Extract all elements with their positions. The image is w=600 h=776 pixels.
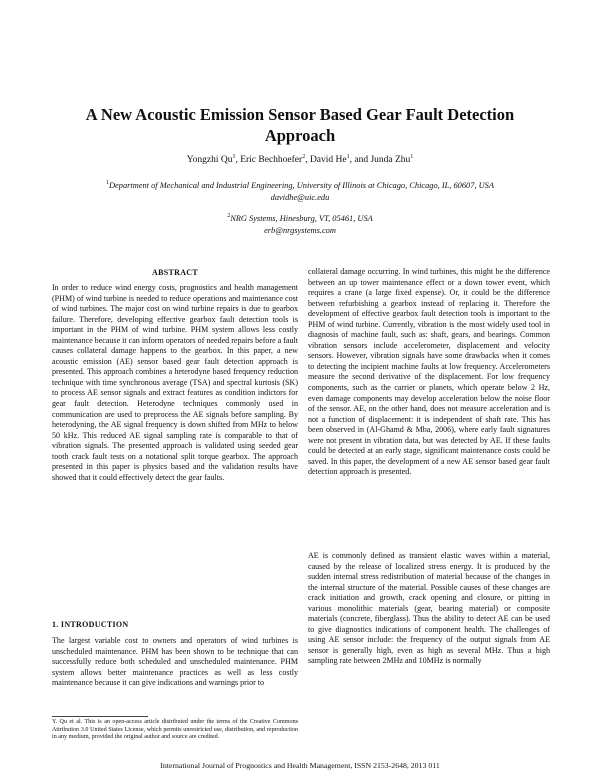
introduction-paragraph: The largest variable cost to owners and operators of wind turbines is unscheduled maintenance. PHM has been shown to be technique that can successfully reduce both scheduled and unscheduled maintenance. PHM system allows better maintenance practices as well as less costly maintenance because it can give indications and warnings prior to [52, 636, 298, 688]
author-name: , and Junda Zhu [349, 155, 411, 165]
journal-footer: International Journal of Prognostics and Health Management, ISSN 2153-2648, 2013 011 [160, 761, 440, 770]
abstract-paragraph: In order to reduce wind energy costs, prognostics and health management (PHM) of wind turbine is needed to reduce operations and maintenance cost of wind turbines. The major cost on wind turbine repairs is due to gearbox failure. Therefore, developing effective gearbox fault detection tools is important in the PHM of wind turbine. PHM system allows less costly maintenance because it can inform operators of needed repairs before a fault causes collateral damage happens to the gearbox. In this paper, a new acoustic emission (AE) sensor based gear fault detection approach is presented. This approach combines a heterodyne based frequency reduction technique with time synchronous average (TSA) and spectral kurtosis (SK) to process AE sensor signals and extract features as condition indictors for gear fault detection. Heterodyne techniques commonly used in communication are used to preprocess the AE signals before sampling. By heterodyning, the AE signal frequency is down shifted from MHz to below 50 kHz. This reduced AE signal sampling rate is comparable to that of vibration signals. The presented approach is validated using seeded gear tooth crack fault tests on a notational split torque gearbox. The approach presented in this paper is physics based and the validation results have showed that it could effectively detect the gear faults. [52, 283, 298, 482]
abstract-body [52, 283, 298, 483]
paper-title [60, 104, 540, 146]
author-email[interactable]: davidhe@uic.edu [270, 192, 330, 202]
right-column-paragraph-1 [308, 267, 550, 478]
author-affil-mark: 2 [302, 153, 306, 160]
author-affil-mark: 1 [410, 153, 414, 160]
abstract-heading: ABSTRACT [152, 268, 198, 277]
affiliation-text: NRG Systems, Hinesburg, VT, 05461, USA [230, 214, 373, 223]
right-column-paragraph-2 [308, 551, 550, 667]
body-paragraph: AE is commonly defined as transient elastic waves within a material, caused by the release of localized stress energy. It is produced by the sudden internal stress redistribution of material because of the changes in the internal structure of the material. Possible causes of these changes are crack initiation and growth, crack opening and closure, or pitting in various monolithic materials (gear, bearing material) or composite materials (concrete, fiberglass). Thus the ability to detect AE can be used to give diagnostics indications of component health. The challenges of using AE sensor include: the frequency of the output signals from AE sensor is generally high, even as high as several MHz. Thus a high sampling rate between 2MHz and 10MHz is normally [308, 551, 550, 666]
affiliation-text: Department of Mechanical and Industrial Engineering, University of Illinois at Chicago, Chicago, IL, 60607, USA [109, 181, 494, 190]
author-email[interactable]: erb@nrgsystems.com [264, 225, 336, 235]
author-name: , David He [305, 155, 347, 165]
affiliation-mark: 1 [106, 180, 109, 187]
author-affil-mark: 1 [346, 153, 350, 160]
title-line-2: Approach [264, 126, 336, 145]
affiliation-2 [40, 213, 560, 236]
author-affil-mark: 1 [232, 153, 236, 160]
affiliation-1 [40, 180, 560, 203]
body-paragraph: collateral damage occurring. In wind turbines, this might be the difference between an up tower maintenance effect or a down tower event, which requires a crane (a large fixed expense). Or, it could be the difference between refurbishing a gearbox instead of replacing it. Therefore the development of effective gearbox fault detection tools is important to the PHM of wind turbine. Currently, vibration is the most widely used tool in diagnosis of machine fault, such as: shaft, gears, and bearings. Common vibration sensors include accelerometer, displacement and velocity sensors. However, vibration signals have some drawbacks when it comes to detecting the incipient machine faults at low frequency. Accelerometers measure the second derivative of the displacement. For low frequency components, such as the carrier or planets, which operate below 2 Hz, even damage components may develop acceleration below the noise floor of the sensor. AE, on the other hand, does not measure acceleration and is not a function of displacement: it is independent of shaft rate. This has been observed in (Al-Ghamd & Mba, 2006), where early fault signatures were not present in vibration data, but was detected by AE. If these faults could be detected at an early stage, significant maintenance costs could be saved. In this paper, the development of a new AE sensor based gear fault detection approach is presented. [308, 267, 550, 477]
introduction-heading: 1. INTRODUCTION [52, 620, 129, 629]
author-list [60, 155, 540, 165]
title-line-1: A New Acoustic Emission Sensor Based Gear Fault Detection [85, 105, 515, 124]
introduction-body [52, 636, 298, 689]
license-footnote: Y. Qu et al. This is an open-access article distributed under the terms of the Creative Commons Attribution 3.0 United States License, which permits unrestricted use, distribution, and reproduction in any medium, provided the original author and source are credited. [52, 719, 298, 741]
author-name: , Eric Bechhoefer [235, 155, 303, 165]
footnote-divider [52, 716, 148, 717]
author-name: Yongzhi Qu [186, 155, 233, 165]
affiliation-mark: 2 [227, 213, 231, 220]
